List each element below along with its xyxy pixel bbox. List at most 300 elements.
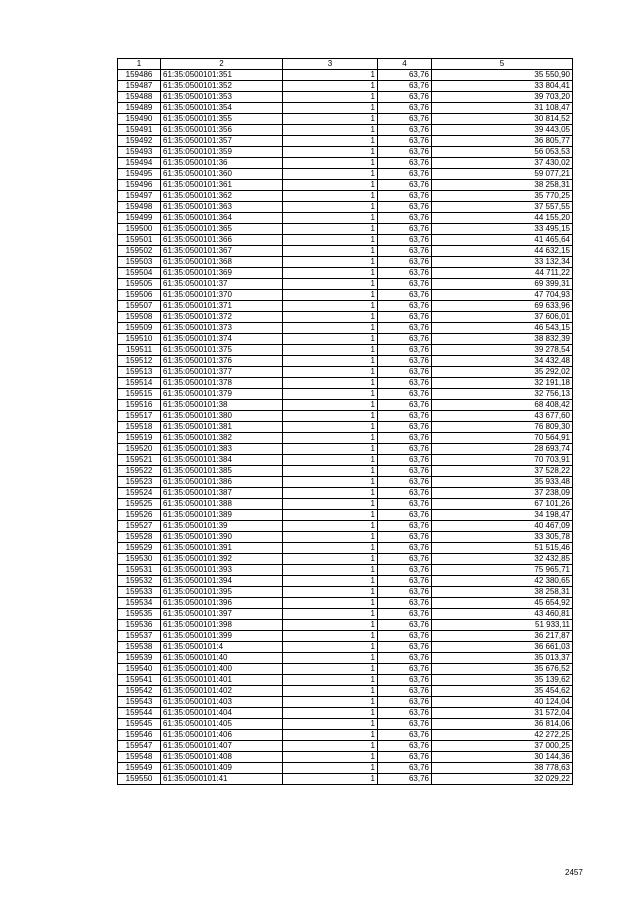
table-row (118, 708, 573, 719)
table-row (118, 268, 573, 279)
rate-cell: 63,76 (378, 257, 432, 268)
rate-cell: 63,76 (378, 466, 432, 477)
cadastral-number-cell: 61:35:0500101:401 (161, 675, 283, 686)
table-row (118, 510, 573, 521)
cadastral-number-cell: 61:35:0500101:382 (161, 433, 283, 444)
count-cell: 1 (283, 323, 378, 334)
rate-cell: 63,76 (378, 631, 432, 642)
row-number-cell: 159546 (118, 730, 161, 741)
count-cell: 1 (283, 631, 378, 642)
count-cell: 1 (283, 642, 378, 653)
value-cell: 40 124,04 (432, 697, 573, 708)
cadastral-number-cell: 61:35:0500101:378 (161, 378, 283, 389)
count-cell: 1 (283, 334, 378, 345)
table-row (118, 642, 573, 653)
value-cell: 42 272,25 (432, 730, 573, 741)
table-row (118, 620, 573, 631)
rate-cell: 63,76 (378, 774, 432, 785)
value-cell: 28 693,74 (432, 444, 573, 455)
row-number-cell: 159522 (118, 466, 161, 477)
value-cell: 40 467,09 (432, 521, 573, 532)
rate-cell: 63,76 (378, 686, 432, 697)
table-row (118, 576, 573, 587)
cadastral-number-cell: 61:35:0500101:368 (161, 257, 283, 268)
table-row (118, 400, 573, 411)
value-cell: 69 399,31 (432, 279, 573, 290)
count-cell: 1 (283, 103, 378, 114)
cadastral-number-cell: 61:35:0500101:373 (161, 323, 283, 334)
table-row (118, 532, 573, 543)
cadastral-number-cell: 61:35:0500101:351 (161, 70, 283, 81)
value-cell: 37 557,55 (432, 202, 573, 213)
rate-cell: 63,76 (378, 477, 432, 488)
value-cell: 59 077,21 (432, 169, 573, 180)
table-row (118, 543, 573, 554)
value-cell: 37 238,09 (432, 488, 573, 499)
table-row (118, 774, 573, 785)
rate-cell: 63,76 (378, 708, 432, 719)
value-cell: 35 013,37 (432, 653, 573, 664)
value-cell: 70 703,91 (432, 455, 573, 466)
rate-cell: 63,76 (378, 719, 432, 730)
table-row (118, 730, 573, 741)
row-number-cell: 159493 (118, 147, 161, 158)
rate-cell: 63,76 (378, 554, 432, 565)
value-cell: 69 633,96 (432, 301, 573, 312)
rate-cell: 63,76 (378, 356, 432, 367)
table-row (118, 81, 573, 92)
rate-cell: 63,76 (378, 125, 432, 136)
row-number-cell: 159517 (118, 411, 161, 422)
count-cell: 1 (283, 367, 378, 378)
row-number-cell: 159547 (118, 741, 161, 752)
rate-cell: 63,76 (378, 521, 432, 532)
cadastral-number-cell: 61:35:0500101:385 (161, 466, 283, 477)
count-cell: 1 (283, 411, 378, 422)
row-number-cell: 159519 (118, 433, 161, 444)
table-row (118, 477, 573, 488)
value-cell: 46 543,15 (432, 323, 573, 334)
cadastral-number-cell: 61:35:0500101:406 (161, 730, 283, 741)
rate-cell: 63,76 (378, 147, 432, 158)
table-row (118, 763, 573, 774)
header-row (118, 59, 573, 70)
header-col-5: 5 (432, 59, 573, 70)
cadastral-number-cell: 61:35:0500101:374 (161, 334, 283, 345)
value-cell: 38 778,63 (432, 763, 573, 774)
row-number-cell: 159499 (118, 213, 161, 224)
table-row (118, 675, 573, 686)
cadastral-number-cell: 61:35:0500101:36 (161, 158, 283, 169)
table-row (118, 444, 573, 455)
value-cell: 32 756,13 (432, 389, 573, 400)
cadastral-number-cell: 61:35:0500101:364 (161, 213, 283, 224)
row-number-cell: 159520 (118, 444, 161, 455)
count-cell: 1 (283, 686, 378, 697)
cadastral-number-cell: 61:35:0500101:359 (161, 147, 283, 158)
rate-cell: 63,76 (378, 411, 432, 422)
row-number-cell: 159540 (118, 664, 161, 675)
value-cell: 47 704,93 (432, 290, 573, 301)
value-cell: 36 217,87 (432, 631, 573, 642)
table-row (118, 719, 573, 730)
value-cell: 37 606,01 (432, 312, 573, 323)
count-cell: 1 (283, 422, 378, 433)
count-cell: 1 (283, 312, 378, 323)
count-cell: 1 (283, 136, 378, 147)
row-number-cell: 159545 (118, 719, 161, 730)
value-cell: 30 814,52 (432, 114, 573, 125)
cadastral-number-cell: 61:35:0500101:392 (161, 554, 283, 565)
cadastral-number-cell: 61:35:0500101:391 (161, 543, 283, 554)
row-number-cell: 159503 (118, 257, 161, 268)
table-row (118, 224, 573, 235)
count-cell: 1 (283, 752, 378, 763)
rate-cell: 63,76 (378, 158, 432, 169)
value-cell: 39 703,20 (432, 92, 573, 103)
count-cell: 1 (283, 499, 378, 510)
table-row (118, 334, 573, 345)
value-cell: 36 814,06 (432, 719, 573, 730)
table-row (118, 279, 573, 290)
rate-cell: 63,76 (378, 433, 432, 444)
cadastral-number-cell: 61:35:0500101:375 (161, 345, 283, 356)
row-number-cell: 159529 (118, 543, 161, 554)
table-row (118, 433, 573, 444)
cadastral-number-cell: 61:35:0500101:38 (161, 400, 283, 411)
cadastral-number-cell: 61:35:0500101:362 (161, 191, 283, 202)
count-cell: 1 (283, 114, 378, 125)
rate-cell: 63,76 (378, 191, 432, 202)
rate-cell: 63,76 (378, 587, 432, 598)
table-row (118, 455, 573, 466)
value-cell: 35 770,25 (432, 191, 573, 202)
count-cell: 1 (283, 587, 378, 598)
count-cell: 1 (283, 708, 378, 719)
table-row (118, 191, 573, 202)
rate-cell: 63,76 (378, 279, 432, 290)
table-row (118, 697, 573, 708)
row-number-cell: 159512 (118, 356, 161, 367)
cadastral-number-cell: 61:35:0500101:356 (161, 125, 283, 136)
row-number-cell: 159530 (118, 554, 161, 565)
cadastral-number-cell: 61:35:0500101:393 (161, 565, 283, 576)
table-row (118, 466, 573, 477)
header-col-2: 2 (161, 59, 283, 70)
registry-table (117, 58, 573, 785)
row-number-cell: 159488 (118, 92, 161, 103)
header-col-1: 1 (118, 59, 161, 70)
cadastral-number-cell: 61:35:0500101:387 (161, 488, 283, 499)
count-cell: 1 (283, 598, 378, 609)
row-number-cell: 159524 (118, 488, 161, 499)
cadastral-number-cell: 61:35:0500101:372 (161, 312, 283, 323)
value-cell: 56 053,53 (432, 147, 573, 158)
cadastral-number-cell: 61:35:0500101:388 (161, 499, 283, 510)
row-number-cell: 159531 (118, 565, 161, 576)
row-number-cell: 159539 (118, 653, 161, 664)
row-number-cell: 159548 (118, 752, 161, 763)
value-cell: 51 933,11 (432, 620, 573, 631)
rate-cell: 63,76 (378, 301, 432, 312)
cadastral-number-cell: 61:35:0500101:398 (161, 620, 283, 631)
cadastral-number-cell: 61:35:0500101:395 (161, 587, 283, 598)
rate-cell: 63,76 (378, 136, 432, 147)
table-row (118, 202, 573, 213)
table-row (118, 158, 573, 169)
cadastral-number-cell: 61:35:0500101:355 (161, 114, 283, 125)
count-cell: 1 (283, 279, 378, 290)
cadastral-number-cell: 61:35:0500101:402 (161, 686, 283, 697)
row-number-cell: 159511 (118, 345, 161, 356)
cadastral-number-cell: 61:35:0500101:397 (161, 609, 283, 620)
rate-cell: 63,76 (378, 488, 432, 499)
rate-cell: 63,76 (378, 70, 432, 81)
value-cell: 33 305,78 (432, 532, 573, 543)
value-cell: 67 101,26 (432, 499, 573, 510)
rate-cell: 63,76 (378, 345, 432, 356)
cadastral-number-cell: 61:35:0500101:405 (161, 719, 283, 730)
cadastral-number-cell: 61:35:0500101:399 (161, 631, 283, 642)
row-number-cell: 159495 (118, 169, 161, 180)
cadastral-number-cell: 61:35:0500101:407 (161, 741, 283, 752)
cadastral-number-cell: 61:35:0500101:363 (161, 202, 283, 213)
value-cell: 43 460,81 (432, 609, 573, 620)
row-number-cell: 159515 (118, 389, 161, 400)
count-cell: 1 (283, 521, 378, 532)
row-number-cell: 159486 (118, 70, 161, 81)
count-cell: 1 (283, 697, 378, 708)
cadastral-number-cell: 61:35:0500101:403 (161, 697, 283, 708)
value-cell: 42 380,65 (432, 576, 573, 587)
rate-cell: 63,76 (378, 499, 432, 510)
cadastral-number-cell: 61:35:0500101:376 (161, 356, 283, 367)
rate-cell: 63,76 (378, 752, 432, 763)
count-cell: 1 (283, 664, 378, 675)
rate-cell: 63,76 (378, 213, 432, 224)
count-cell: 1 (283, 378, 378, 389)
row-number-cell: 159532 (118, 576, 161, 587)
cadastral-number-cell: 61:35:0500101:352 (161, 81, 283, 92)
value-cell: 45 654,92 (432, 598, 573, 609)
table-row (118, 290, 573, 301)
row-number-cell: 159496 (118, 180, 161, 191)
value-cell: 31 108,47 (432, 103, 573, 114)
value-cell: 35 139,62 (432, 675, 573, 686)
table-row (118, 147, 573, 158)
rate-cell: 63,76 (378, 455, 432, 466)
table-row (118, 246, 573, 257)
count-cell: 1 (283, 609, 378, 620)
table-row (118, 598, 573, 609)
value-cell: 38 832,39 (432, 334, 573, 345)
row-number-cell: 159510 (118, 334, 161, 345)
rate-cell: 63,76 (378, 609, 432, 620)
table-row (118, 488, 573, 499)
count-cell: 1 (283, 158, 378, 169)
header-col-4: 4 (378, 59, 432, 70)
count-cell: 1 (283, 488, 378, 499)
value-cell: 35 933,48 (432, 477, 573, 488)
table-row (118, 587, 573, 598)
table-row (118, 554, 573, 565)
cadastral-number-cell: 61:35:0500101:360 (161, 169, 283, 180)
cadastral-number-cell: 61:35:0500101:408 (161, 752, 283, 763)
count-cell: 1 (283, 202, 378, 213)
row-number-cell: 159518 (118, 422, 161, 433)
cadastral-number-cell: 61:35:0500101:354 (161, 103, 283, 114)
row-number-cell: 159506 (118, 290, 161, 301)
row-number-cell: 159541 (118, 675, 161, 686)
count-cell: 1 (283, 719, 378, 730)
row-number-cell: 159487 (118, 81, 161, 92)
table-row (118, 521, 573, 532)
table-row (118, 92, 573, 103)
value-cell: 35 676,52 (432, 664, 573, 675)
rate-cell: 63,76 (378, 543, 432, 554)
table-row (118, 499, 573, 510)
count-cell: 1 (283, 730, 378, 741)
page-number: 2457 (565, 868, 583, 877)
count-cell: 1 (283, 444, 378, 455)
row-number-cell: 159497 (118, 191, 161, 202)
count-cell: 1 (283, 70, 378, 81)
value-cell: 43 677,60 (432, 411, 573, 422)
rate-cell: 63,76 (378, 312, 432, 323)
rate-cell: 63,76 (378, 290, 432, 301)
table-row (118, 411, 573, 422)
cadastral-number-cell: 61:35:0500101:366 (161, 235, 283, 246)
rate-cell: 63,76 (378, 180, 432, 191)
value-cell: 34 432,48 (432, 356, 573, 367)
value-cell: 35 454,62 (432, 686, 573, 697)
count-cell: 1 (283, 763, 378, 774)
count-cell: 1 (283, 532, 378, 543)
row-number-cell: 159549 (118, 763, 161, 774)
row-number-cell: 159504 (118, 268, 161, 279)
rate-cell: 63,76 (378, 741, 432, 752)
row-number-cell: 159543 (118, 697, 161, 708)
row-number-cell: 159494 (118, 158, 161, 169)
count-cell: 1 (283, 92, 378, 103)
table-row (118, 367, 573, 378)
rate-cell: 63,76 (378, 576, 432, 587)
row-number-cell: 159550 (118, 774, 161, 785)
cadastral-number-cell: 61:35:0500101:404 (161, 708, 283, 719)
cadastral-number-cell: 61:35:0500101:4 (161, 642, 283, 653)
table-row (118, 565, 573, 576)
count-cell: 1 (283, 246, 378, 257)
value-cell: 36 805,77 (432, 136, 573, 147)
count-cell: 1 (283, 290, 378, 301)
cadastral-number-cell: 61:35:0500101:409 (161, 763, 283, 774)
rate-cell: 63,76 (378, 510, 432, 521)
table-row (118, 686, 573, 697)
value-cell: 68 408,42 (432, 400, 573, 411)
count-cell: 1 (283, 653, 378, 664)
rate-cell: 63,76 (378, 323, 432, 334)
row-number-cell: 159491 (118, 125, 161, 136)
value-cell: 35 292,02 (432, 367, 573, 378)
row-number-cell: 159507 (118, 301, 161, 312)
rate-cell: 63,76 (378, 675, 432, 686)
row-number-cell: 159514 (118, 378, 161, 389)
count-cell: 1 (283, 301, 378, 312)
count-cell: 1 (283, 213, 378, 224)
cadastral-number-cell: 61:35:0500101:371 (161, 301, 283, 312)
table-row (118, 114, 573, 125)
row-number-cell: 159489 (118, 103, 161, 114)
count-cell: 1 (283, 345, 378, 356)
rate-cell: 63,76 (378, 114, 432, 125)
rate-cell: 63,76 (378, 565, 432, 576)
count-cell: 1 (283, 433, 378, 444)
value-cell: 75 965,71 (432, 565, 573, 576)
count-cell: 1 (283, 81, 378, 92)
rate-cell: 63,76 (378, 224, 432, 235)
cadastral-number-cell: 61:35:0500101:367 (161, 246, 283, 257)
count-cell: 1 (283, 477, 378, 488)
table-row (118, 741, 573, 752)
table-row (118, 631, 573, 642)
table-row (118, 345, 573, 356)
value-cell: 33 132,34 (432, 257, 573, 268)
value-cell: 70 564,91 (432, 433, 573, 444)
cadastral-number-cell: 61:35:0500101:394 (161, 576, 283, 587)
rate-cell: 63,76 (378, 268, 432, 279)
header-col-3: 3 (283, 59, 378, 70)
count-cell: 1 (283, 257, 378, 268)
value-cell: 38 258,31 (432, 587, 573, 598)
rate-cell: 63,76 (378, 763, 432, 774)
rate-cell: 63,76 (378, 334, 432, 345)
count-cell: 1 (283, 125, 378, 136)
value-cell: 32 191,18 (432, 378, 573, 389)
count-cell: 1 (283, 466, 378, 477)
row-number-cell: 159501 (118, 235, 161, 246)
cadastral-number-cell: 61:35:0500101:353 (161, 92, 283, 103)
value-cell: 76 809,30 (432, 422, 573, 433)
value-cell: 39 278,54 (432, 345, 573, 356)
table-row (118, 301, 573, 312)
row-number-cell: 159513 (118, 367, 161, 378)
cadastral-number-cell: 61:35:0500101:369 (161, 268, 283, 279)
value-cell: 35 550,90 (432, 70, 573, 81)
value-cell: 36 661,03 (432, 642, 573, 653)
value-cell: 44 155,20 (432, 213, 573, 224)
rate-cell: 63,76 (378, 532, 432, 543)
row-number-cell: 159500 (118, 224, 161, 235)
table-row (118, 653, 573, 664)
cadastral-number-cell: 61:35:0500101:380 (161, 411, 283, 422)
count-cell: 1 (283, 455, 378, 466)
row-number-cell: 159536 (118, 620, 161, 631)
row-number-cell: 159502 (118, 246, 161, 257)
row-number-cell: 159528 (118, 532, 161, 543)
table-row (118, 609, 573, 620)
row-number-cell: 159516 (118, 400, 161, 411)
cadastral-number-cell: 61:35:0500101:41 (161, 774, 283, 785)
count-cell: 1 (283, 268, 378, 279)
rate-cell: 63,76 (378, 169, 432, 180)
value-cell: 41 465,64 (432, 235, 573, 246)
table-row (118, 180, 573, 191)
table-row (118, 125, 573, 136)
row-number-cell: 159521 (118, 455, 161, 466)
value-cell: 33 495,15 (432, 224, 573, 235)
count-cell: 1 (283, 675, 378, 686)
row-number-cell: 159544 (118, 708, 161, 719)
